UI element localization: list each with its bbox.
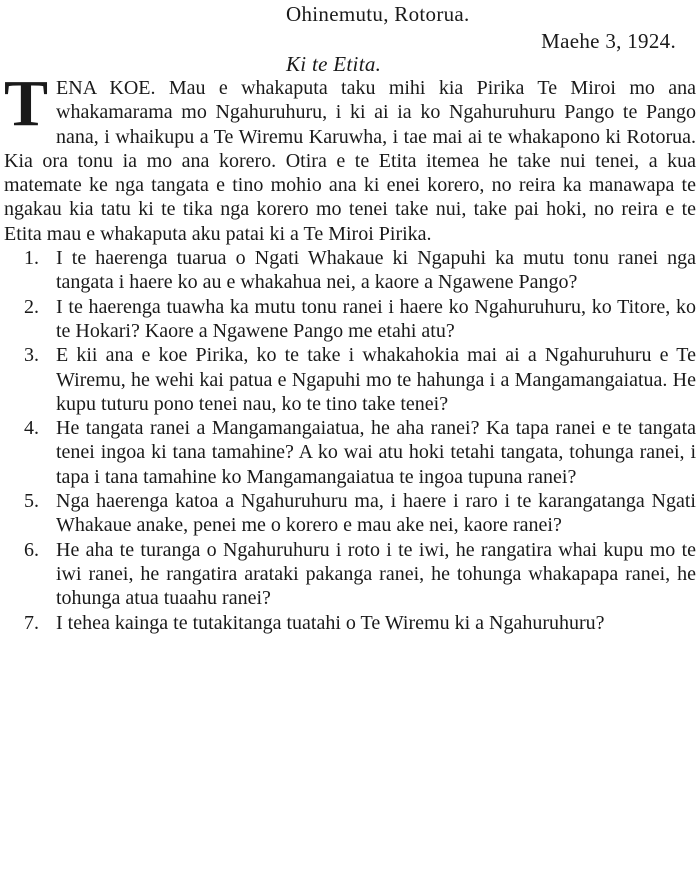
question-list xyxy=(4,246,696,635)
question-item xyxy=(4,489,696,538)
dateline-date: Maehe 3, 1924. xyxy=(541,29,676,53)
question-item xyxy=(4,611,696,635)
question-number: 3. xyxy=(24,344,39,367)
question-item xyxy=(4,416,696,489)
question-item xyxy=(4,538,696,611)
question-text: I te haerenga tuawha ka mutu tonu ranei i haere ko Ngahuruhuru, ko Titore, ko te Hokari? Kaore a Ngawene Pango me etahi atu? xyxy=(56,295,696,342)
question-item xyxy=(4,343,696,416)
question-text: I te haerenga tuarua o Ngati Whakaue ki Ngapuhi ka mutu tonu ranei nga tangata i haere ko au e whakahua nei, a kaore a Ngawene Pango? xyxy=(56,247,696,294)
question-number: 2. xyxy=(24,295,39,318)
question-number: 7. xyxy=(24,611,39,634)
letter-body xyxy=(4,67,696,635)
opening-paragraph xyxy=(4,67,696,246)
opening-text: ENA KOE. Mau e whakaputa taku mihi kia Pirika Te Miroi mo ana whakamarama mo Ngahuruhuru, i ki ai ia ko Ngahuruhuru Pango te Pango nana, i whaikupu a Te Wiremu Karuwha, i tae mai ai te whakapono ki Rotorua. Kia ora tonu ia mo ana korero. Otira e te Etita itemea he take nui tenei, a kua matemate ke nga tangata e tino mohio ana ki enei korero, no reira ka manawapa te ngakau kia tatu ki te tika nga korero mo tenei take nui, take pai hoki, no reira e te Etita mau e whakaputa aku patai ki a Te Miroi Pirika. xyxy=(4,77,696,245)
question-text: Nga haerenga katoa a Ngahuruhuru ma, i haere i raro i te karangatanga Ngati Whakaue anake, penei me o korero e mau ake nei, kaore ranei? xyxy=(56,490,696,537)
question-number: 4. xyxy=(24,417,39,440)
question-number: 5. xyxy=(24,490,39,513)
drop-cap: T xyxy=(4,67,49,140)
question-number: 6. xyxy=(24,538,39,561)
question-number: 1. xyxy=(24,247,39,270)
question-text: He aha te turanga o Ngahuruhuru i roto i te iwi, he rangatira whai kupu mo te iwi ranei, he rangatira arataki pakanga ranei, he tohunga whakapapa ranei, he tohunga atua tuaahu ranei? xyxy=(56,538,696,610)
dateline-place: Ohinemutu, Rotorua. xyxy=(286,2,470,26)
question-item xyxy=(4,246,696,295)
question-text: I tehea kainga te tutakitanga tuatahi o Te Wiremu ki a Ngahuruhuru? xyxy=(56,611,605,634)
question-item xyxy=(4,295,696,344)
letter-addressee: Ki te Etita. xyxy=(286,52,382,76)
question-text: E kii ana e koe Pirika, ko te take i whakahokia mai ai a Ngahuruhuru e Te Wiremu, he wehi kai patua e Ngapuhi mo te hahunga i a Mangamangaiatua. He kupu tuturu pono tenei nau, ko te tino take tenei? xyxy=(56,344,696,415)
question-text: He tangata ranei a Mangamangaiatua, he aha ranei? Ka tapa ranei e te tangata tenei ingoa ki tana tamahine? A ko wai atu hoki tetahi tangata, tohunga ranei, i tapa i tana tamahine ko Mangamangaiatua te ingoa tupuna ranei? xyxy=(56,417,696,488)
